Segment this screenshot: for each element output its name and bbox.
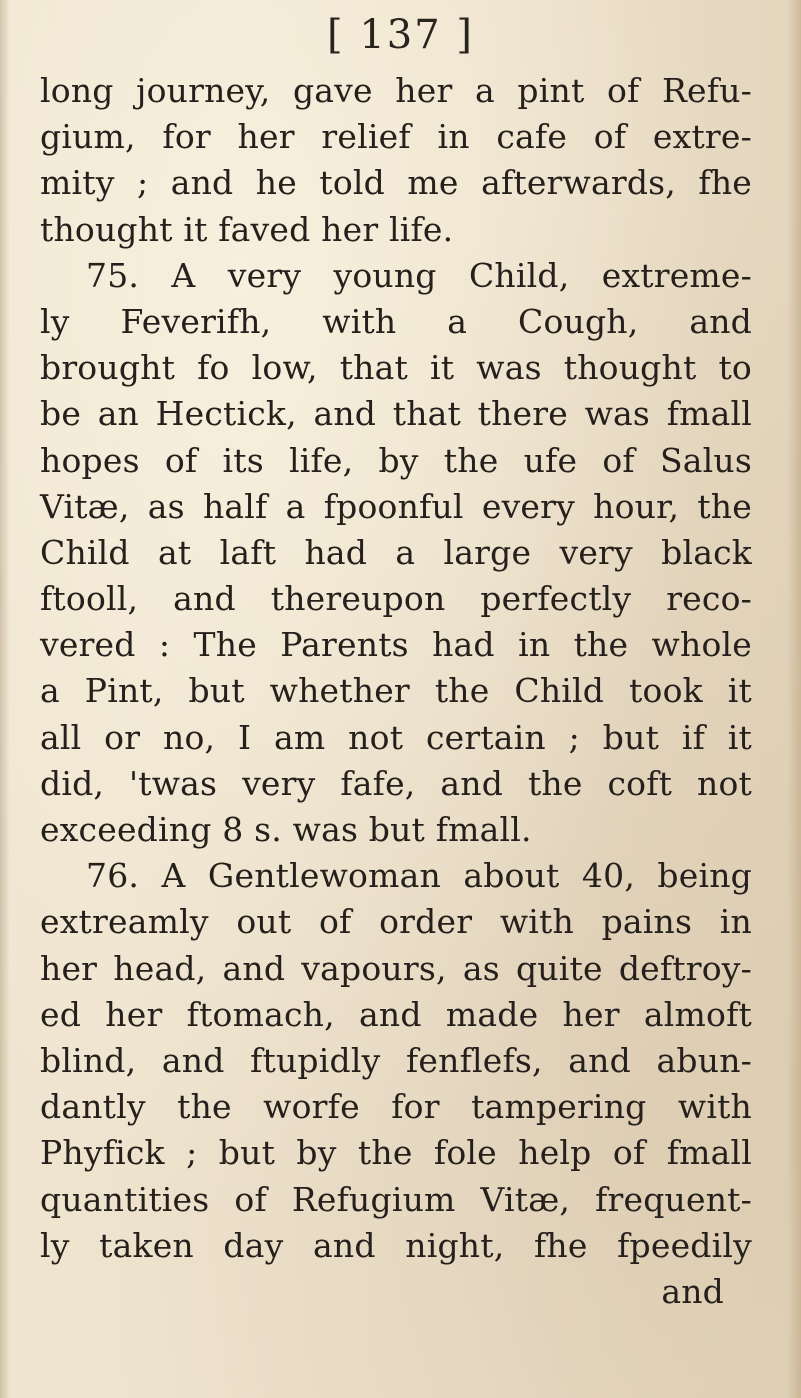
text-line: all or no, I am not certain ; but if it bbox=[40, 717, 752, 757]
text-line: quantities of Refugium Vitæ, frequent- bbox=[40, 1179, 752, 1219]
text-line: ftooll, and thereupon perfectly reco- bbox=[40, 579, 752, 619]
text-line: ed her ftomach, and made her almoft bbox=[40, 994, 752, 1034]
paragraph-75-start: 75. A very young Child, extreme- bbox=[86, 255, 752, 295]
catchword: and bbox=[661, 1271, 724, 1311]
text-line: vered : The Parents had in the whole bbox=[40, 625, 752, 665]
text-line: long journey, gave her a pint of Refu- bbox=[40, 71, 752, 110]
text-line: blind, and ftupidly fenflefs, and abun- bbox=[40, 1040, 752, 1080]
text-line: thought it faved her life. bbox=[40, 209, 454, 249]
text-line: hopes of its life, by the ufe of Salus bbox=[40, 440, 752, 480]
text-line: extreamly out of order with pains in bbox=[40, 902, 752, 942]
text-line: exceeding 8 s. was but fmall. bbox=[40, 810, 532, 849]
text-line: dantly the worfe for tampering with bbox=[40, 1087, 752, 1127]
text-line: her head, and vapours, as quite deftroy- bbox=[40, 948, 752, 988]
text-line: Child at laft had a large very black bbox=[40, 532, 752, 572]
body-text bbox=[40, 68, 752, 1315]
text-line: Vitæ, as half a fpoonful every hour, the bbox=[40, 486, 752, 526]
text-line: did, 'twas very fafe, and the coft not bbox=[40, 763, 752, 803]
page-number: [ 137 ] bbox=[327, 12, 474, 58]
page-edge-shadow bbox=[787, 0, 801, 1398]
text-line: Phyfick ; but by the fole help of fmall bbox=[40, 1133, 752, 1173]
text-line: ly Feverifh, with a Cough, and bbox=[40, 301, 752, 341]
text-line: a Pint, but whether the Child took it bbox=[40, 671, 752, 711]
text-line: mity ; and he told me afterwards, fhe bbox=[40, 163, 752, 203]
text-line: brought fo low, that it was thought to bbox=[40, 348, 752, 388]
page-gutter-shadow bbox=[0, 0, 10, 1398]
text-line: gium, for her relief in cafe of extre- bbox=[40, 117, 752, 157]
text-line: be an Hectick, and that there was fmall bbox=[40, 394, 752, 434]
text-line: ly taken day and night, fhe fpeedily bbox=[40, 1225, 752, 1265]
paragraph-76-start: 76. A Gentlewoman about 40, being bbox=[86, 856, 752, 896]
